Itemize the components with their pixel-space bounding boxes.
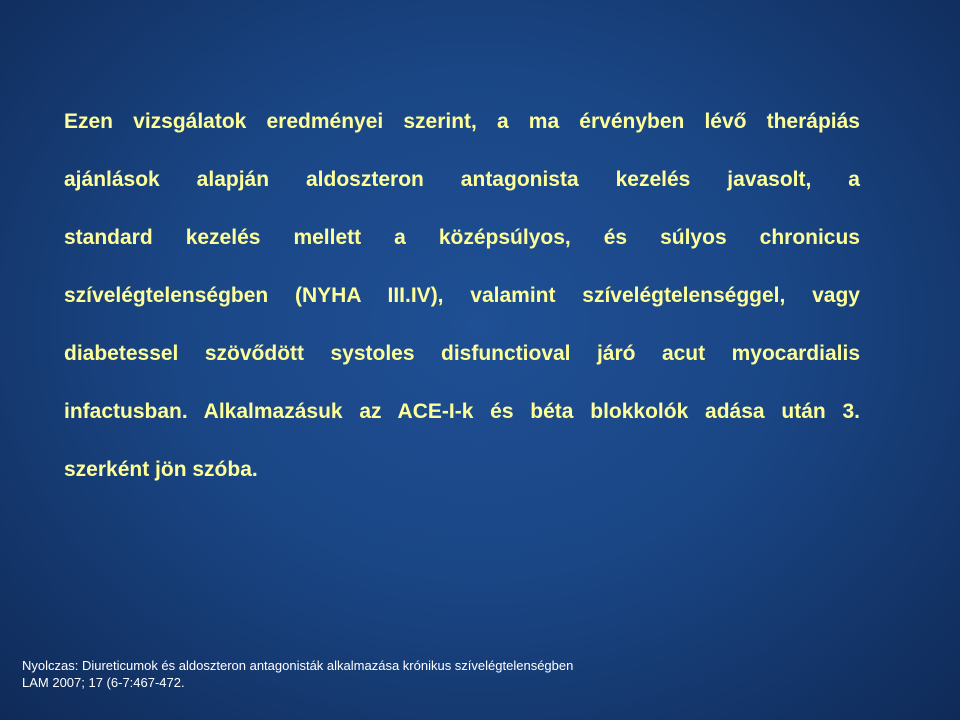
body-line-4: szívelégtelenségben (NYHA III.IV), valamint szívelégtelenséggel, vagy <box>64 284 860 307</box>
reference-line-2: LAM 2007; 17 (6-7:467-472. <box>22 675 185 690</box>
reference-line-1: Nyolczas: Diureticumok és aldoszteron antagonisták alkalmazása krónikus szívelégtelenségben <box>22 658 574 673</box>
body-line-1: Ezen vizsgálatok eredményei szerint, a ma érvényben lévő therápiás <box>64 110 860 133</box>
slide-body-text <box>64 100 860 506</box>
body-line-5: diabetessel szövődött systoles disfunctioval járó acut myocardialis <box>64 342 860 365</box>
reference-citation <box>22 657 573 691</box>
body-line-3: standard kezelés mellett a középsúlyos, és súlyos chronicus <box>64 226 860 249</box>
body-line-7: szerként jön szóba. <box>64 458 258 481</box>
body-line-6: infactusban. Alkalmazásuk az ACE-I-k és béta blokkolók adása után 3. <box>64 400 860 423</box>
body-line-2: ajánlások alapján aldoszteron antagonista kezelés javasolt, a <box>64 168 860 191</box>
